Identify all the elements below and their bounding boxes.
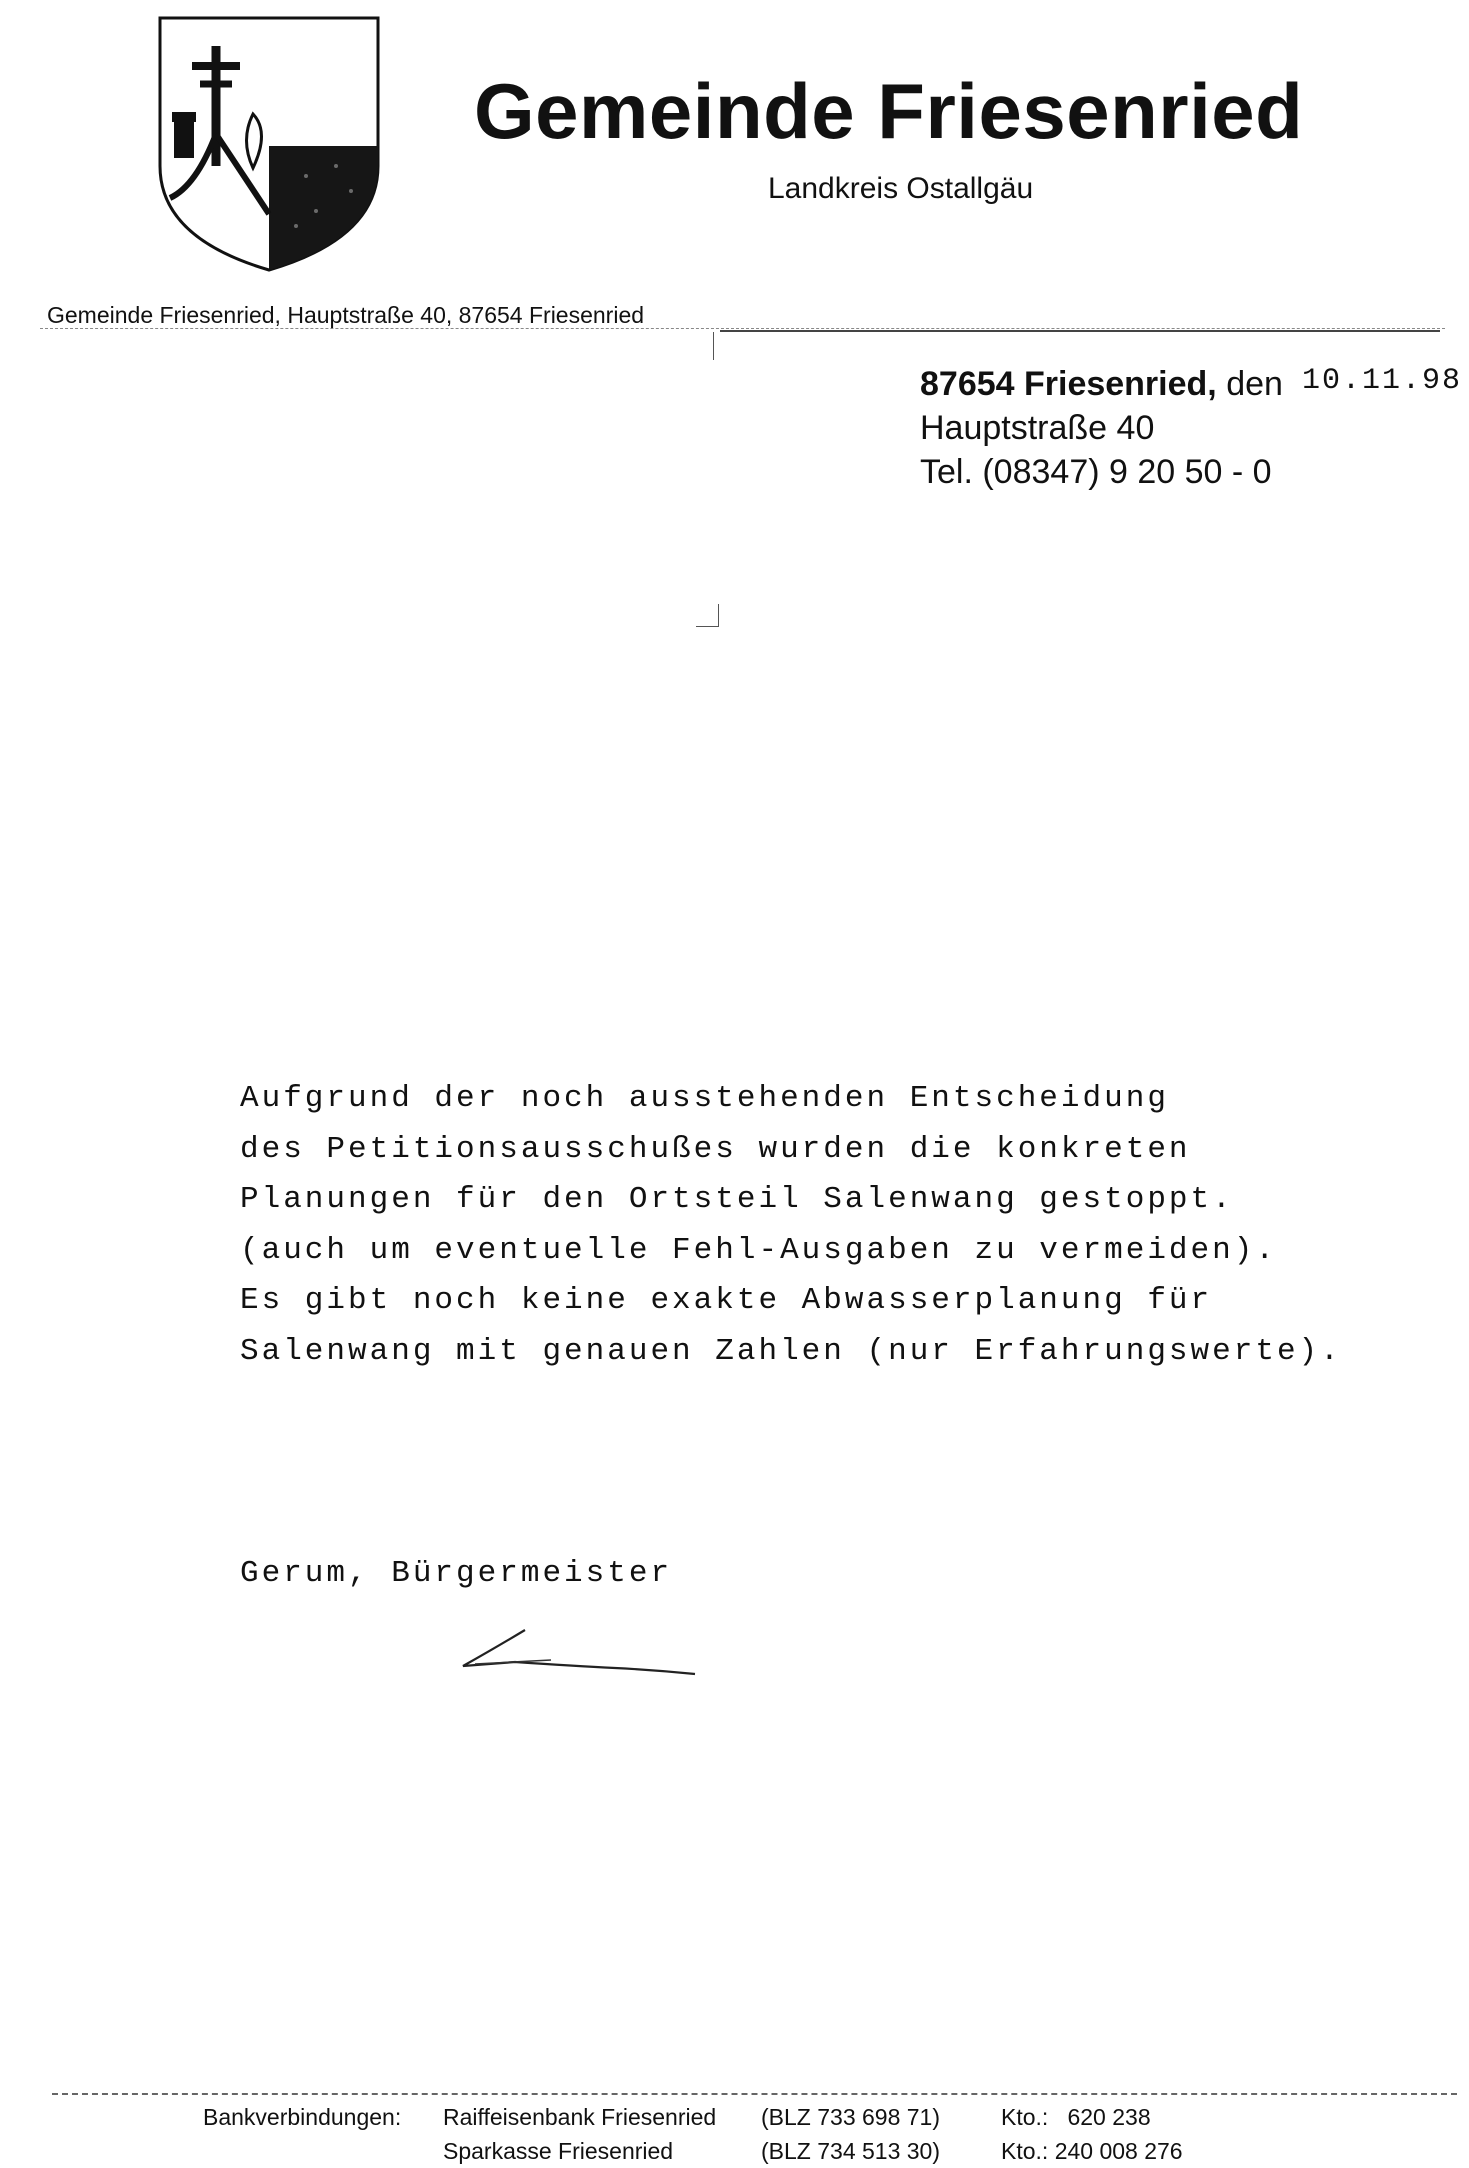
body-line: Aufgrund der noch ausstehenden Entscheidung — [240, 1081, 1169, 1116]
bank-row — [203, 2134, 1183, 2168]
body-line: des Petitionsausschußes wurden die konkreten — [240, 1131, 1191, 1167]
letter-body — [240, 1074, 1342, 1377]
fold-mark-middle — [696, 604, 719, 627]
sender-street: Hauptstraße 40 — [920, 409, 1155, 447]
sender-block — [920, 362, 1283, 494]
header-rule — [40, 328, 1445, 329]
bank-blz: (BLZ 733 698 71) — [761, 2104, 941, 2130]
sender-phone: Tel. (08347) 9 20 50 - 0 — [920, 453, 1272, 491]
bank-label: Bankverbindungen: — [203, 2104, 402, 2130]
handwritten-signature — [455, 1622, 705, 1682]
return-address: Gemeinde Friesenried, Hauptstraße 40, 87654 Friesenried — [47, 302, 645, 328]
bank-account: Kto.: 240 008 276 — [1001, 2138, 1183, 2164]
bank-blz: (BLZ 734 513 30) — [761, 2138, 941, 2164]
letter-date: 10.11.98 — [1302, 364, 1463, 398]
body-line: Salenwang mit genauen Zahlen (nur Erfahrungswerte). — [240, 1333, 1342, 1369]
sender-place-line — [920, 362, 1283, 406]
sender-den: den — [1216, 365, 1283, 403]
header-rule-solid — [720, 330, 1440, 332]
sender-place: 87654 Friesenried, — [920, 365, 1217, 403]
bank-name: Raiffeisenbank Friesenried — [443, 2104, 717, 2130]
fold-mark-top — [713, 332, 714, 360]
closing-signatory: Gerum, Bürgermeister — [240, 1556, 673, 1591]
org-name: Gemeinde Friesenried — [474, 67, 1304, 155]
bank-details — [203, 2100, 1183, 2168]
org-district: Landkreis Ostallgäu — [768, 172, 1034, 205]
body-line: Planungen für den Ortsteil Salenwang gestoppt. — [240, 1182, 1234, 1217]
coat-of-arms-logo — [156, 16, 382, 274]
bank-row — [203, 2100, 1183, 2134]
bank-name: Sparkasse Friesenried — [443, 2138, 674, 2164]
footer-rule — [52, 2093, 1457, 2095]
body-line: Es gibt noch keine exakte Abwasserplanung für — [240, 1283, 1213, 1318]
bank-account: Kto.: 620 238 — [1001, 2104, 1151, 2130]
body-line: (auch um eventuelle Fehl-Ausgaben zu vermeiden). — [240, 1232, 1277, 1268]
